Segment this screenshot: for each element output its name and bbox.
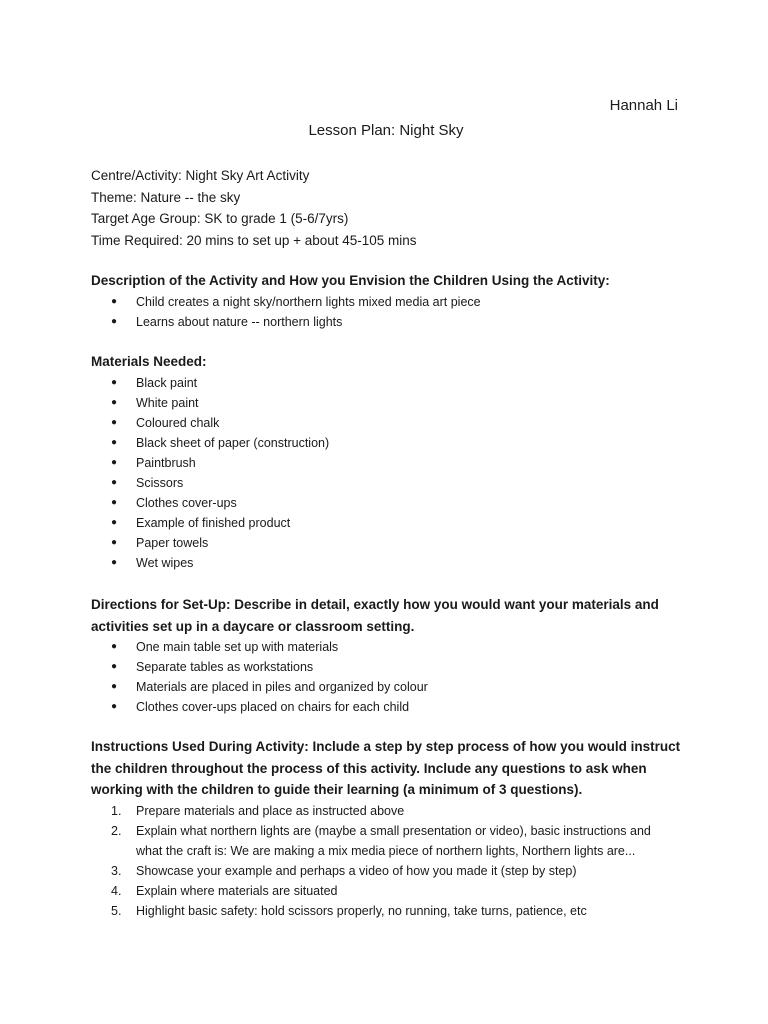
bullet-icon: ● [111,396,118,408]
bullet-icon: ● [111,536,118,548]
bullet-icon: ● [111,476,118,488]
step-item: 2. Explain what northern lights are (maybe a small presentation or video), basic instructions and [91,821,691,841]
step-number: 4. [111,883,122,898]
bullet-icon: ● [111,376,118,388]
bullet-icon: ● [111,456,118,468]
list-item: ● Coloured chalk [91,413,691,433]
list-item: ● Black paint [91,373,691,393]
bullet-icon: ● [111,556,118,568]
instructions-heading-line: Instructions Used During Activity: Include a step by step process of how you would instruct [91,739,681,754]
step-item: 4. Explain where materials are situated [91,881,691,901]
instructions-section [91,736,691,921]
list-item: ● One main table set up with materials [91,637,691,657]
list-item: ● Black sheet of paper (construction) [91,433,691,453]
list-item: ● Materials are placed in piles and organized by colour [91,677,691,697]
list-item: ● Clothes cover-ups [91,493,691,513]
theme-line: Theme: Nature -- the sky [91,189,241,205]
author-name: Hannah Li [609,97,678,114]
list-item: ● Example of finished product [91,513,691,533]
list-item: ● Paintbrush [91,453,691,473]
bullet-icon: ● [111,661,118,672]
directions-heading-line: activities set up in a daycare or classroom setting. [91,618,415,634]
step-number: 2. [111,823,122,838]
document-title: Lesson Plan: Night Sky [308,122,464,139]
activity-info [91,165,691,251]
materials-list [91,373,691,573]
directions-heading-line: Directions for Set-Up: Describe in detail, exactly how you would want your materials and [91,597,659,612]
time-required-line: Time Required: 20 mins to set up + about 45-105 mins [91,232,417,248]
description-section [91,270,691,332]
step-item-continuation: what the craft is: We are making a mix media piece of northern lights, Northern lights are... [136,843,636,858]
target-age-line: Target Age Group: SK to grade 1 (5-6/7yrs) [91,211,349,226]
step-number: 5. [111,903,122,918]
bullet-icon: ● [111,295,118,307]
bullet-icon: ● [111,496,118,508]
bullet-icon: ● [111,436,118,448]
bullet-icon: ● [111,416,118,428]
description-list [91,292,691,332]
list-item: ● Paper towels [91,533,691,553]
materials-section [91,351,691,573]
directions-list [91,637,691,717]
list-item: ● Child creates a night sky/northern lights mixed media art piece [91,292,691,312]
step-item: 5. Highlight basic safety: hold scissors properly, no running, take turns, patience, etc [91,901,691,921]
bullet-icon: ● [111,315,118,327]
bullet-icon: ● [111,701,118,712]
materials-heading: Materials Needed: [91,354,207,369]
list-item: ● Scissors [91,473,691,493]
instructions-heading-line: the children throughout the process of this activity. Include any questions to ask when [91,760,647,776]
bullet-icon: ● [111,516,118,528]
list-item: ● White paint [91,393,691,413]
bullet-icon: ● [111,681,118,692]
list-item: ● Clothes cover-ups placed on chairs for each child [91,697,691,717]
list-item: ● Wet wipes [91,553,691,573]
centre-activity-line: Centre/Activity: Night Sky Art Activity [91,168,310,183]
step-number: 1. [111,803,122,818]
step-item: 1. Prepare materials and place as instructed above [91,801,691,821]
instructions-steps [91,801,691,921]
step-item: 3. Showcase your example and perhaps a video of how you made it (step by step) [91,861,691,881]
description-heading: Description of the Activity and How you Envision the Children Using the Activity: [91,273,610,288]
bullet-icon: ● [111,641,118,652]
directions-section [91,594,691,717]
list-item: ● Learns about nature -- northern lights [91,312,691,332]
list-item: ● Separate tables as workstations [91,657,691,677]
step-number: 3. [111,863,122,878]
instructions-heading-line: working with the children to guide their learning (a minimum of 3 questions). [91,782,583,797]
